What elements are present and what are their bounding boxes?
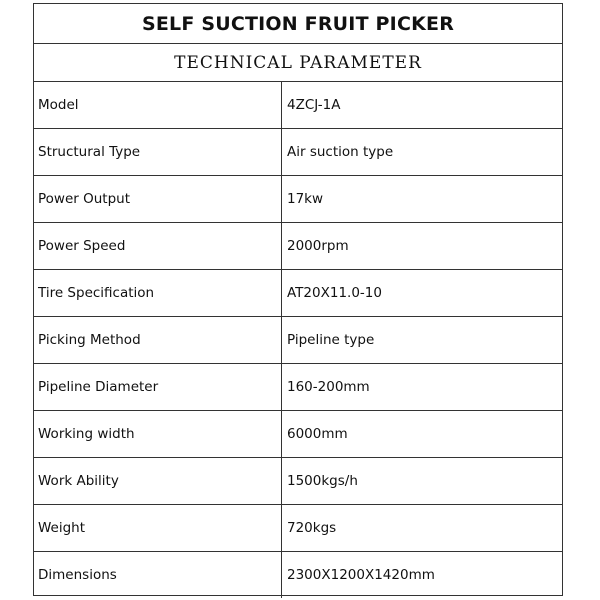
- parameter-value: 2300X1200X1420mm: [287, 567, 435, 583]
- parameter-value: 160-200mm: [282, 364, 563, 411]
- table-row: [34, 82, 562, 129]
- table-row: [34, 317, 562, 364]
- parameter-label: Picking Method: [34, 317, 282, 364]
- parameter-table: [34, 82, 562, 598]
- parameter-label: Weight: [34, 505, 282, 552]
- parameter-value: Air suction type: [282, 129, 563, 176]
- table-row: [34, 458, 562, 505]
- spec-sheet: [33, 3, 563, 596]
- parameter-value: 720kgs: [282, 505, 563, 552]
- table-row: [34, 411, 562, 458]
- sheet-title: SELF SUCTION FRUIT PICKER: [34, 4, 562, 44]
- parameter-value: 1500kgs/h: [282, 458, 563, 505]
- parameter-value: 4ZCJ-1A: [282, 82, 563, 129]
- table-row: [34, 176, 562, 223]
- parameter-label: Structural Type: [34, 129, 282, 176]
- parameter-label: Dimensions: [34, 552, 282, 599]
- parameter-label: Power Speed: [34, 223, 282, 270]
- table-row: [34, 223, 562, 270]
- parameter-label: Working width: [34, 411, 282, 458]
- parameter-label: Work Ability: [34, 458, 282, 505]
- table-row: [34, 552, 562, 599]
- parameter-value: 2000rpm: [282, 223, 563, 270]
- table-row: [34, 270, 562, 317]
- parameter-label: Model: [34, 82, 282, 129]
- parameter-value: Pipeline type: [282, 317, 563, 364]
- parameter-value: 6000mm: [282, 411, 563, 458]
- table-row: [34, 364, 562, 411]
- table-row: [34, 505, 562, 552]
- parameter-label: Tire Specification: [34, 270, 282, 317]
- sheet-subtitle: TECHNICAL PARAMETER: [34, 44, 562, 82]
- parameter-value: 17kw: [282, 176, 563, 223]
- parameter-value: AT20X11.0-10: [282, 270, 563, 317]
- table-row: [34, 129, 562, 176]
- parameter-label: Pipeline Diameter: [34, 364, 282, 411]
- parameter-label: Power Output: [34, 176, 282, 223]
